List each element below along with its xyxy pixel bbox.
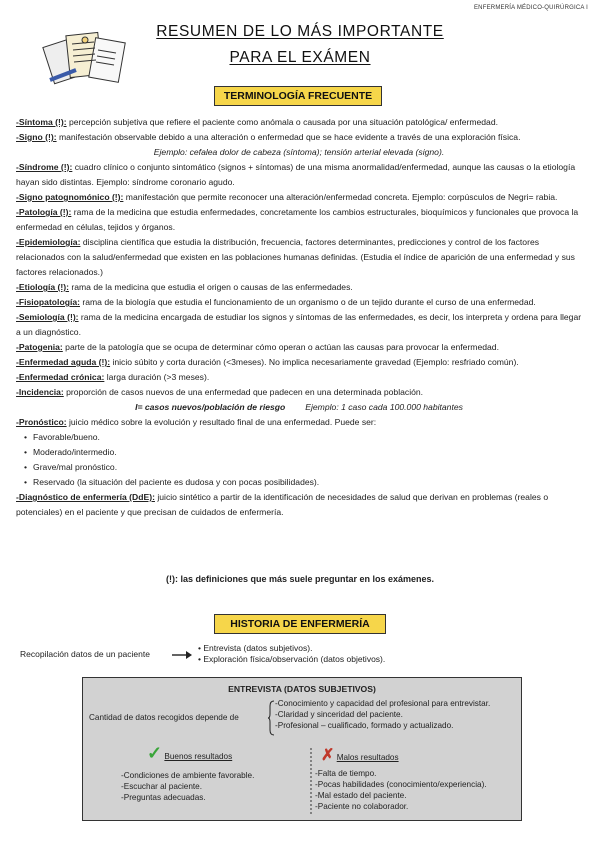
term-sintoma <box>16 115 582 130</box>
bad-results-title: Malos resultados <box>336 753 399 762</box>
term-definition: rama de la medicina que estudia el origen o causas de las enfermedades. <box>68 282 353 292</box>
list-item: -Escuchar al paciente. <box>121 782 203 791</box>
cross-icon: ✗ <box>321 747 335 764</box>
term-definition: inicio súbito y corta duración (<3meses). No implica necesariamente gravedad (Ejemplo: resfriado común). <box>110 357 519 367</box>
depende-label: Cantidad de datos recogidos depende de <box>89 713 239 722</box>
term-definition: rama de la medicina encargada de estudiar los signos y síntomas de las enfermedades, es decir, los interpreta y ordena para llegar a un diagnóstico. <box>16 312 582 337</box>
arrow-right-icon <box>171 650 193 660</box>
section-title-terminologia: TERMINOLOGÍA FRECUENTE <box>214 86 382 106</box>
box-title: ENTREVISTA (DATOS SUBJETIVOS) <box>228 684 376 694</box>
term-label: -Semiología (!): <box>16 312 79 322</box>
list-item: • Grave/mal pronóstico. <box>16 460 582 475</box>
term-definition: rama de la biología que estudia el funcionamiento de un organismo o de un tejido durante el curso de una enfermedad. <box>79 297 536 307</box>
term-enfermedad-aguda <box>16 355 582 370</box>
list-item: -Preguntas adecuadas. <box>121 793 206 802</box>
term-definition: cuadro clínico o conjunto sintomático (signos + síntomas) de una misma anormalidad/enfermedad, aunque las causas o la etiología hayan sido distintas. Ejemplo: síndrome coronario agudo. <box>16 162 576 187</box>
term-epidemiologia <box>16 235 582 280</box>
good-results-title: Buenos resultados <box>164 752 233 761</box>
term-definition: juicio médico sobre la evolución y resultado final de una enfermedad. Puede ser: <box>66 417 377 427</box>
term-signo <box>16 130 582 145</box>
list-item: • Moderado/intermedio. <box>16 445 582 460</box>
term-label: -Enfermedad crónica: <box>16 372 105 382</box>
term-sindrome <box>16 160 582 190</box>
term-etiologia <box>16 280 582 295</box>
list-item: -Condiciones de ambiente favorable. <box>121 771 255 780</box>
list-item: -Falta de tiempo. <box>315 769 377 778</box>
entrevista-box <box>82 677 522 821</box>
term-signo-patognomonico <box>16 190 582 205</box>
term-label: -Pronóstico: <box>16 417 67 427</box>
header-note: ENFERMERÍA MÉDICO-QUIRÚRGICA I <box>473 5 588 11</box>
list-item: -Profesional – cualificado, formado y actualizado. <box>275 721 454 730</box>
good-results-list <box>121 770 254 803</box>
recopilacion-label: Recopilación datos de un paciente <box>20 649 150 659</box>
term-label: -Síntoma (!): <box>16 117 67 127</box>
term-enfermedad-cronica <box>16 370 582 385</box>
term-definition: rama de la medicina que estudia enfermedades, concretamente los cambios estructurales, bioquímicos y funcionales que provoca la enfermedad en células, tejidos y órganos. <box>16 207 579 232</box>
brace-icon <box>267 700 275 736</box>
list-item: -Conocimiento y capacidad del profesional para entrevistar. <box>275 699 491 708</box>
term-definition: proporción de casos nuevos de una enfermedad que padecen en una determinada población. <box>63 387 424 397</box>
historia-items <box>198 643 385 665</box>
term-label: -Etiología (!): <box>16 282 69 292</box>
term-pronostico <box>16 415 582 430</box>
term-label: -Diagnóstico de enfermería (DdE): <box>16 492 155 502</box>
term-incidencia <box>16 385 582 400</box>
page-title-line2: PARA EL EXÁMEN <box>229 49 371 66</box>
page-title-line1: RESUMEN DE LO MÁS IMPORTANTE <box>156 23 444 40</box>
term-patologia <box>16 205 582 235</box>
list-item: -Paciente no colaborador. <box>315 802 409 811</box>
term-label: -Fisiopatología: <box>16 297 80 307</box>
formula-text: I= casos nuevos/población de riesgo <box>135 402 286 412</box>
exam-note: (!): las definiciones que más suele preguntar en los exámenes. <box>165 574 435 584</box>
term-label: -Signo (!): <box>16 132 57 142</box>
terminology-list <box>16 115 582 520</box>
term-diagnostico-enfermeria <box>16 490 582 520</box>
checkmark-icon: ✓ <box>147 743 163 763</box>
bad-results-header <box>321 747 399 764</box>
term-definition: juicio sintético a partir de la identificación de necesidades de salud que derivan en problemas (reales o potenciales) en el paciente y que precisan de cuidados de enfermería. <box>16 492 549 517</box>
example-cefalea: Ejemplo: cefalea dolor de cabeza (síntoma); tensión arterial elevada (signo). <box>153 147 445 157</box>
term-label: -Epidemiología: <box>16 237 81 247</box>
term-label: -Patología (!): <box>16 207 72 217</box>
good-results-header <box>147 743 233 763</box>
term-label: -Signo patognomónico (!): <box>16 192 124 202</box>
list-item: • Exploración física/observación (datos objetivos). <box>198 654 386 664</box>
term-fisiopatologia <box>16 295 582 310</box>
list-item: -Mal estado del paciente. <box>315 791 407 800</box>
term-semiologia <box>16 310 582 340</box>
list-item: • Reservado (la situación del paciente es dudosa y con pocas posibilidades). <box>16 475 582 490</box>
term-definition: manifestación observable debido a una alteración o enfermedad que se hace evidente a través de una exploración física. <box>56 132 521 142</box>
term-definition: parte de la patología que se ocupa de determinar cómo operan o actúan las causas para provocar la enfermedad. <box>62 342 499 352</box>
list-item: • Favorable/bueno. <box>16 430 582 445</box>
term-label: -Patogenia: <box>16 342 63 352</box>
list-item: -Pocas habilidades (conocimiento/experiencia). <box>315 780 487 789</box>
term-patogenia <box>16 340 582 355</box>
formula-example: Ejemplo: 1 caso cada 100.000 habitantes <box>305 402 463 412</box>
term-label: -Síndrome (!): <box>16 162 73 172</box>
divider <box>309 748 313 814</box>
term-definition: larga duración (>3 meses). <box>104 372 210 382</box>
bad-results-list <box>315 768 487 812</box>
term-label: -Incidencia: <box>16 387 64 397</box>
term-definition: percepción subjetiva que refiere el paciente como anómala o causada por una situación patológica/ enfermedad. <box>66 117 499 127</box>
factors-list <box>275 698 490 731</box>
incidence-formula <box>16 400 582 415</box>
term-definition: manifestación que permite reconocer una alteración/enfermedad concreta. Ejemplo: corpúsculos de Negri= rabia. <box>123 192 558 202</box>
term-definition: disciplina científica que estudia la distribución, frecuencia, factores determinantes, predicciones y control de los factores relacionados con la salud/enfermedad que existen en las poblaciones humanas definidas. (Estudia el índice de aparición de una enfermedad y sus factores relacionados.) <box>16 237 575 277</box>
term-label: -Enfermedad aguda (!): <box>16 357 111 367</box>
section-title-historia: HISTORIA DE ENFERMERÍA <box>214 614 386 634</box>
list-item: -Claridad y sinceridad del paciente. <box>275 710 403 719</box>
list-item: • Entrevista (datos subjetivos). <box>198 643 313 653</box>
